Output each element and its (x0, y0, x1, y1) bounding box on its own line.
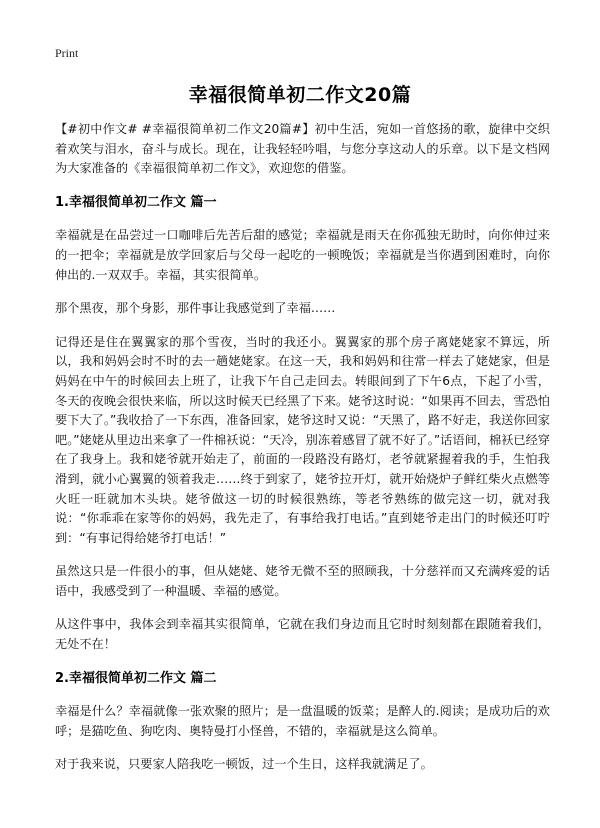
section-heading-2: 2.幸福很简单初二作文 篇二 (55, 670, 217, 686)
section-1-paragraph-4: 虽然这只是一件很小的事，但从姥姥、姥爷无微不至的照顾我，十分慈祥而又充满疼爱的话语中，我感受到了一种温暖、幸福的感觉。 (55, 564, 550, 598)
section-2-paragraph-1: 幸福是什么？幸福就像一张欢聚的照片；是一盘温暖的饭菜；是醉人的.阅读；是成功后的欢呼；是猫吃鱼、狗吃肉、奥特曼打小怪兽，不错的，幸福就是这么简单。 (55, 704, 550, 738)
section-2-paragraph-2: 对于我来说，只要家人陪我吃一顿饭，过一个生日，这样我就满足了。 (55, 757, 433, 772)
section-heading-1: 1.幸福很简单初二作文 篇一 (55, 194, 217, 210)
section-1-paragraph-2: 那个黑夜，那个身影，那件事让我感觉到了幸福…… (55, 301, 336, 316)
section-1-paragraph-5: 从这件事中，我体会到幸福其实很简单，它就在我们身边而且它时时刻刻都在跟随着我们，无处不在！ (55, 617, 550, 652)
section-1-paragraph-1: 幸福就是在品尝过一口咖啡后先苦后甜的感觉；幸福就是雨天在你孤独无助时，向你伸过来的一把伞；幸福就是放学回家后与父母一起吃的一顿晚饭；幸福就是当你遇到困难时，向你伸出的.一双双手。幸福，其实很简单。 (55, 228, 550, 282)
section-1-paragraph-3: 记得还是住在翼翼家的那个雪夜，当时的我还小。翼翼家的那个房子离姥姥家不算远，所以，我和妈妈会时不时的去一趟姥姥家。在这一天，我和妈妈和往常一样去了姥姥家，但是妈妈在中午的时候回去上班了，让我下午自己走回去。转眼间到了下午6点，下起了小雪，冬天的夜晚会很快来临，所以这时候天已经黑了下来。姥爷这时说：“如果再不回去，雪恐怕要下大了。”我收拾了一下东西，准备回家，姥爷这时又说：“天黑了，路不好走，我送你回家吧。”姥姥从里边出来拿了一件棉袄说：“天冷，别冻着感冒了就不好了。”话语间，棉袄已经穿在了我身上。我和姥爷就开始走了，前面的一段路没有路灯，老爷就紧握着我的手，生怕我滑到，就小心翼翼的领着我走……终于到家了，姥爷拉开灯，就开始烧炉子鲜红柴火点燃等火旺一旺就加木头块。姥爷做这一切的时候很熟练，等老爷熟练的做完这一切，就对我说：“你乖乖在家等你的妈妈，我先走了，有事给我打电话。”直到姥爷走出门的时候还叮咛到：“有事记得给姥爷打电话！” (55, 334, 550, 545)
document-title: 幸福很简单初二作文20篇 (188, 84, 412, 106)
print-label: Print (55, 46, 79, 60)
intro-paragraph: 【#初中作文# #幸福很简单初二作文20篇#】初中生活，宛如一首悠扬的歌，旋律中交织着欢笑与泪水，奋斗与成长。现在，让我轻轻吟唱，与您分享这动人的乐章。以下是文档网为大家准备的《幸福很简单初二作文》，欢迎您的借鉴。 (55, 122, 550, 176)
document-body (55, 120, 550, 789)
